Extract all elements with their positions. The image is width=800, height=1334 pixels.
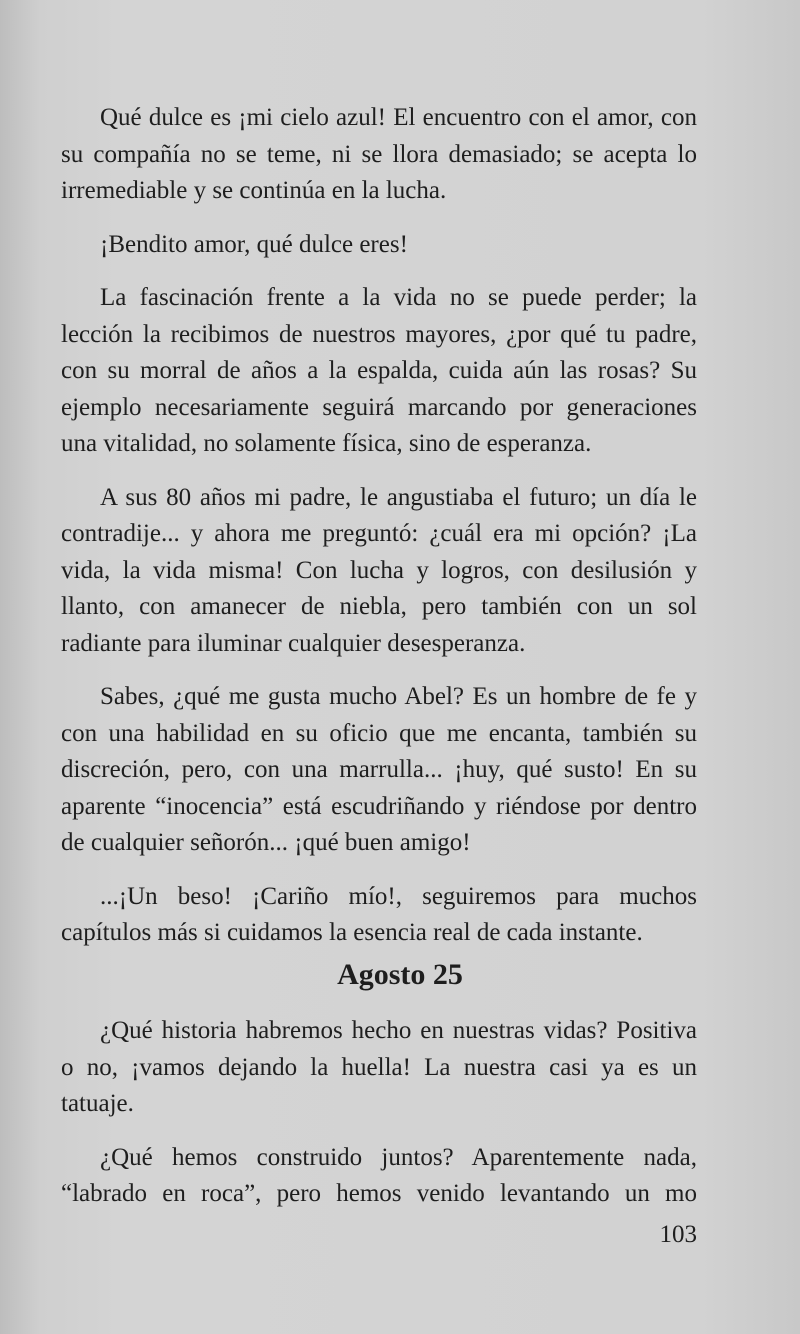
paragraph: A sus 80 años mi padre, le angustiaba el futuro; un día le contradije... y ahora me preguntó: ¿cuál era mi opción? ¡La vida, la vida misma! Con lucha y logros, con desilusión y llanto, con amanecer de niebla, pero también con un sol radiante para iluminar cualquier desesperanza. bbox=[61, 483, 697, 657]
paragraph: ¿Qué hemos construido juntos? Aparentemente nada, “labrado en roca”, pero hemos venido levantando un mo bbox=[61, 1143, 697, 1207]
section-heading: Agosto 25 bbox=[337, 957, 463, 991]
paragraph: Sabes, ¿qué me gusta mucho Abel? Es un hombre de fe y con una habilidad en su oficio que me encanta, también su discreción, pero, con una marrulla... ¡huy, qué susto! En su aparente “inocencia” está escudriñando y riéndose por dentro de cualquier señorón... ¡qué buen amigo! bbox=[61, 683, 697, 856]
page-number: 103 bbox=[659, 1221, 697, 1248]
text-section-top bbox=[61, 100, 697, 969]
paragraph: ...¡Un beso! ¡Cariño mío!, seguiremos para muchos capítulos más si cuidamos la esencia real de cada instante. bbox=[61, 882, 697, 946]
paragraph: ¡Bendito amor, qué dulce eres! bbox=[100, 230, 408, 258]
text-section-bottom bbox=[61, 1013, 697, 1230]
paragraph: ¿Qué historia habremos hecho en nuestras vidas? Positiva o no, ¡vamos dejando la huella! La nuestra casi ya es un tatuaje. bbox=[61, 1017, 697, 1117]
paragraph: Qué dulce es ¡mi cielo azul! El encuentro con el amor, con su compañía no se teme, ni se llora demasiado; se acepta lo irremediable y se continúa en la lucha. bbox=[61, 104, 697, 204]
paragraph: La fascinación frente a la vida no se puede perder; la lección la recibimos de nuestros mayores, ¿por qué tu padre, con su morral de años a la espalda, cuida aún las rosas? Su ejemplo necesariamente seguirá marcando por generaciones una vitalidad, no solamente física, sino de esperanza. bbox=[61, 284, 697, 457]
